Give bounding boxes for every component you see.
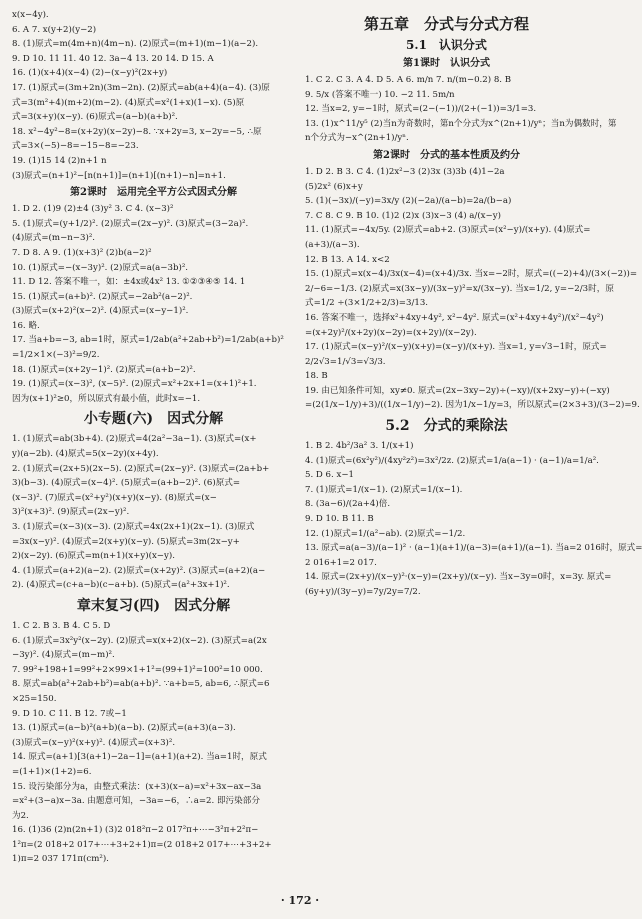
answer-line: 18. (1)原式=(x+2y−1)². (2)原式=(a+b−2)². bbox=[12, 364, 196, 375]
answer-line: y)(a−2b). (4)原式=5(x−2y)(x+4y). bbox=[12, 449, 159, 460]
answer-line: 因为(x+1)²≥0，所以原式有最小值，此时x=−1. bbox=[12, 393, 201, 404]
answer-line: 17. (1)原式=(3m+2n)(3m−2n). (2)原式=ab(a+4)(a−4). (3)原 bbox=[12, 82, 270, 93]
lesson-heading: 第1课时 认识分式 bbox=[403, 58, 490, 69]
section-heading: 5.1 认识分式 bbox=[406, 38, 487, 52]
lesson-heading: 第2课时 分式的基本性质及约分 bbox=[373, 149, 520, 161]
answer-line: 17. (1)原式=(x−y)²/(x−y)(x+y)=(x−y)/(x+y). 当x=1, y=√3−1时，原式= bbox=[305, 342, 607, 353]
answer-line: (x−3)². (7)原式=(x²+y²)(x+y)(x−y). (8)原式=(x− bbox=[12, 492, 217, 503]
left-column bbox=[12, 8, 295, 867]
answer-line: 18. B bbox=[305, 371, 328, 382]
answer-line: −3y)². (4)原式=(m−m)². bbox=[12, 650, 115, 661]
answer-line: 13. (1)原式=(a−b)²(a+b)(a−b). (2)原式=(a+3)(a−3). bbox=[12, 723, 236, 734]
answer-line: 15. (1)原式=x(x−4)/3x(x−4)=(x+4)/3x. 当x=−2时，原式=((−2)+4)/(3×(−2))= bbox=[305, 269, 638, 280]
answer-line: 19. (1)原式=(x−3)², (x−5)². (2)原式=x²+2x+1=(x+1)²+1. bbox=[12, 379, 257, 390]
answer-line: (5)2x² (6)x+y bbox=[305, 181, 363, 192]
answer-line: (3)原式=(n+1)²−[n(n+1)]=(n+1)[(n+1)−n]=n+1. bbox=[12, 170, 226, 181]
answer-line: =(1+1)×(1+2)=6. bbox=[12, 766, 92, 777]
answer-line: 3)²(x+3)². (9)原式=(2x−y)². bbox=[12, 507, 130, 518]
answer-line: 式=1/2 ÷(3×1/2+2/3)=3/13. bbox=[305, 298, 429, 309]
answer-line: 8. (3a−6)/(2a+4)倍. bbox=[305, 499, 391, 510]
answer-line: 式=3(m²+4)(m+2)(m−2). (4)原式=x²(1+x)(1−x). (5)原 bbox=[12, 97, 245, 108]
answer-line: =(2(1/x−1/y)+3)/((1/x−1/y)−2). 因为1/x−1/y=3，所以原式=(2×3+3)/(3−2)=9. bbox=[305, 400, 640, 411]
answer-line: 6. A 7. x(y+2)(y−2) bbox=[12, 24, 97, 35]
answer-line: 1. C 2. B 3. B 4. C 5. D bbox=[12, 620, 111, 631]
answer-line: 8. (1)原式=m(4m+n)(4m−n). (2)原式=(m+1)(m−1)(a−2). bbox=[12, 39, 259, 50]
answer-line: 11. (1)原式=−4x/5y. (2)原式=ab+2. (3)原式=(x²−y)/(x+y). (4)原式= bbox=[305, 225, 591, 236]
answer-line: 5. D 6. x−1 bbox=[305, 470, 354, 481]
answer-line: =1/2×1×(−3)²=9/2. bbox=[12, 350, 100, 361]
answer-line: =3x(x−y)². (4)原式=2(x+y)(x−y). (5)原式=3m(2x−y+ bbox=[12, 536, 240, 547]
answer-line: 12. B 13. A 14. x<2 bbox=[305, 254, 390, 265]
review-heading: 章末复习(四) 因式分解 bbox=[76, 597, 231, 614]
section-heading: 第2课时 运用完全平方公式因式分解 bbox=[70, 187, 237, 199]
answer-line: 4. (1)原式=(a+2)(a−2). (2)原式=(x+2y)². (3)原式=(a+2)(a− bbox=[12, 565, 266, 576]
answer-line: 6. (1)原式=3x²y²(x−2y). (2)原式=x(x+2)(x−2). (3)原式=a(2x bbox=[12, 635, 267, 646]
page-number: · 172 · bbox=[280, 894, 320, 907]
topic-heading: 小专题(六) 因式分解 bbox=[83, 411, 224, 428]
answer-line: 13. (1)x^11/y⁵ (2)当n为奇数时，第n个分式为x^(2n+1)/yⁿ；当n为偶数时，第 bbox=[305, 118, 617, 129]
answer-line: 8. 原式=ab(a²+2ab+b²)=ab(a+b)². ∵a+b=5, ab=6, ∴原式=6 bbox=[12, 679, 270, 690]
answer-line: 2 016+1=2 017. bbox=[305, 557, 377, 568]
answer-line: 4. (1)原式=(6x²y²)/(4xy²z²)=3x²/2z. (2)原式=1/a(a−1) · (a−1)/a=1/a². bbox=[305, 455, 599, 466]
answer-line: (6y+y)/(3y−y)=7y/2y=7/2. bbox=[305, 587, 421, 597]
answer-line: ×25=150. bbox=[12, 693, 57, 704]
answer-line: 10. (1)原式=−(x−3y)². (2)原式=a(a−3b)². bbox=[12, 262, 189, 273]
answer-line: 17. 当a+b=−3, ab=1时，原式=1/2ab(a²+2ab+b²)=1/2ab(a+b)² bbox=[12, 335, 284, 346]
section-heading: 5.2 分式的乘除法 bbox=[385, 418, 508, 435]
answer-line: 12. 当x=2, y=−1时，原式=(2−(−1))/(2+(−1))=3/1=3. bbox=[305, 104, 537, 115]
answer-line: 5. (1)原式=(y+1/2)². (2)原式=(2x−y)². (3)原式=(3−2a)². bbox=[12, 218, 249, 229]
answer-line: 16. (1)36 (2)n(2n+1) (3)2 018²π−2 017²π+⋯−3²π+2²π− bbox=[12, 825, 259, 836]
answer-line: 2. (1)原式=(2x+5)(2x−5). (2)原式=(2x−y)². (3)原式=(2a+b+ bbox=[12, 463, 270, 474]
answer-line: x(x−4y). bbox=[12, 10, 49, 20]
answer-line: 5. (1)(−3x)/(−y)=3x/y (2)(−2a)/(a−b)=2a/(b−a) bbox=[305, 196, 512, 207]
answer-line: 1. D 2. B 3. C 4. (1)2x²−3 (2)3x (3)3b (4)1−2a bbox=[305, 166, 505, 177]
answer-line: 15. 设污染部分为a，由整式乘法：(x+3)(x−a)=x²+3x−ax−3a bbox=[12, 781, 262, 792]
answer-line: 2/−6=−1/3. (2)原式=x(3x−y)/(3x−y)²=x/(3x−y). 当x=1/2, y=−2/3时，原 bbox=[305, 283, 614, 294]
right-column bbox=[305, 8, 642, 600]
answer-line: 19. 由已知条件可知，xy≠0. 原式=(2x−3xy−2y)÷(−xy)/(x+2xy−y)÷(−xy) bbox=[305, 385, 610, 396]
answer-line: 16. (1)(x+4)(x−4) (2)−(x−y)²(2x+y) bbox=[12, 68, 168, 79]
answer-line: 式=3(x+y)(x−y). (6)原式=(a−b)(a+b)². bbox=[12, 112, 178, 123]
answer-line: 1. B 2. 4b²/3a² 3. 1/(x+1) bbox=[305, 441, 414, 452]
answer-line: 14. 原式=(2x+y)/(x−y)²·(x−y)=(2x+y)/(x−y). 当x−3y=0时，x=3y. 原式= bbox=[305, 572, 612, 583]
answer-line: =(x+2y)²/(x+2y)(x−2y)=(x+2y)/(x−2y). bbox=[305, 327, 477, 338]
answer-line: 9. 5/x (答案不唯一) 10. −2 11. 5m/n bbox=[305, 89, 455, 100]
answer-line: 1²π=(2 018+2 017+⋯+3+2+1)π=(2 018+2 017+⋯+3+2+ bbox=[12, 839, 272, 850]
answer-line: 3. (1)原式=(x−3)(x−3). (2)原式=4x(2x+1)(2x−1). (3)原式 bbox=[12, 522, 255, 532]
answer-line: 15. (1)原式=(a+b)². (2)原式=−2ab²(a−2)². bbox=[12, 291, 193, 302]
answer-line: 7. C 8. C 9. B 10. (1)2 (2)x (3)x−3 (4) a/(x−y) bbox=[305, 210, 501, 221]
answer-line: 3)(b−3). (4)原式=(x−4)². (5)原式=(a+b−2)². (6)原式= bbox=[12, 478, 241, 489]
answer-line: (a+3)/(a−3). bbox=[305, 239, 360, 250]
answer-line: 9. D 10. C 11. B 12. 7或−1 bbox=[12, 708, 127, 719]
answer-line: =x²+(3−a)x−3a. 由题意可知，−3a=−6，∴a=2. 即污染部分 bbox=[12, 796, 260, 807]
answer-line: 2)(x−2y). (6)原式=m(n+1)(x+y)(x−y). bbox=[12, 551, 175, 562]
answer-line: 式=3×(−5)−8=−15−8=−23. bbox=[12, 141, 139, 152]
answer-line: 1)π=2 037 171π(cm²). bbox=[12, 854, 109, 865]
answer-line: (3)原式=(x+2)²(x−2)². (4)原式=(x−y−1)². bbox=[12, 306, 189, 317]
answer-line: (3)原式=(x−y)²(x+y)². (4)原式=(x+3)². bbox=[12, 737, 176, 748]
answer-line: 14. 原式=(a+1)[3(a+1)−2a−1]=(a+1)(a+2). 当a=1时，原式 bbox=[12, 752, 267, 763]
answer-line: 7. (1)原式=1/(x−1). (2)原式=1/(x−1). bbox=[305, 484, 463, 495]
answer-line: 11. D 12. 答案不唯一，如：±4x或4x² 13. ①②③④⑤ 14. 1 bbox=[12, 277, 246, 288]
answer-line: 2). (4)原式=(c+a−b)(c−a+b). (5)原式=(a²+3x+1)². bbox=[12, 580, 230, 591]
answer-line: n个分式为−x^(2n+1)/yⁿ. bbox=[305, 133, 409, 144]
answer-line: 7. 99²+198+1=99²+2×99×1+1²=(99+1)²=100²=10 000. bbox=[12, 664, 263, 675]
answer-line: 1. (1)原式=ab(3b+4). (2)原式=4(2a²−3a−1). (3)原式=(x+ bbox=[12, 434, 257, 445]
answer-line: 9. D 10. B 11. B bbox=[305, 514, 374, 525]
answer-line: 12. (1)原式=1/(a²−ab). (2)原式=−1/2. bbox=[305, 528, 466, 539]
answer-line: 16. 略. bbox=[12, 320, 40, 331]
answer-line: 2/2√3=1/√3=√3/3. bbox=[305, 356, 386, 367]
answer-line: (4)原式=(m−n−3)². bbox=[12, 233, 95, 244]
answer-line: 16. 答案不唯一，选择x²+4xy+4y², x²−4y². 原式=(x²+4xy+4y²)/(x²−4y²) bbox=[305, 312, 604, 323]
answer-line: 13. 原式=a(a−3)/(a−1)² · (a−1)(a+1)/(a−3)=(a+1)/(a−1). 当a=2 016时，原式= bbox=[305, 543, 642, 554]
answer-line: 7. D 8. A 9. (1)(x+3)² (2)b(a−2)² bbox=[12, 247, 152, 258]
chapter-heading: 第五章 分式与分式方程 bbox=[363, 15, 529, 33]
answer-line: 9. D 10. 11 11. 40 12. 3a−4 13. 20 14. D 15. A bbox=[12, 53, 214, 64]
answer-line: 19. (1)15 14 (2)n+1 n bbox=[12, 155, 107, 166]
answer-line: 为2. bbox=[12, 810, 29, 821]
answer-line: 1. C 2. C 3. A 4. D 5. A 6. m/n 7. n/(m−0.2) 8. B bbox=[305, 75, 512, 85]
answer-line: 1. D 2. (1)9 (2)±4 (3)y² 3. C 4. (x−3)² bbox=[12, 204, 174, 215]
answer-line: 18. x²−4y²−8=(x+2y)(x−2y)−8. ∵x+2y=3, x−2y=−5, ∴原 bbox=[12, 126, 262, 137]
